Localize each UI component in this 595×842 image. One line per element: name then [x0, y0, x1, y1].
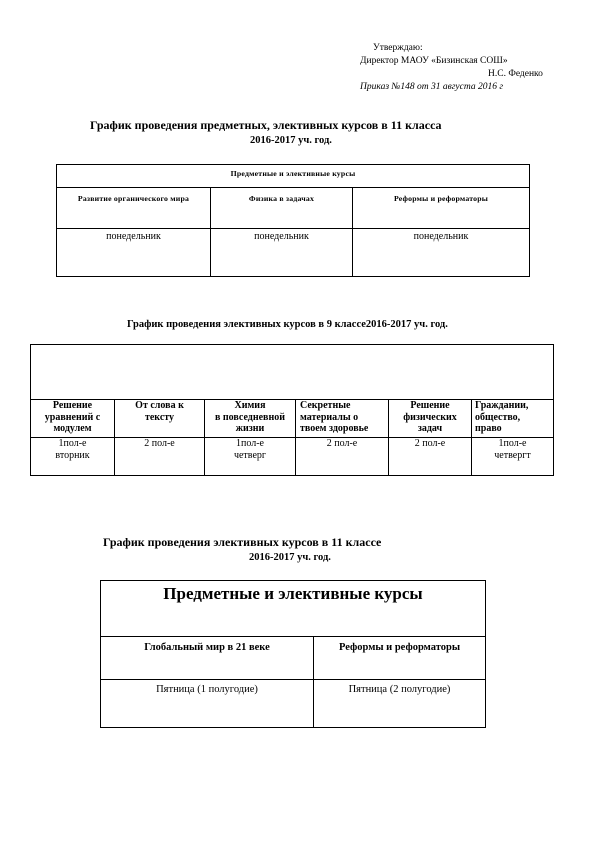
section2-schedule-5: 2 пол-е: [389, 438, 472, 476]
approval-name: Н.С. Феденко: [488, 69, 543, 79]
section1-table-header: Предметные и элективные курсы: [57, 165, 530, 188]
section1-course-3: Реформы и реформаторы: [353, 188, 530, 229]
section2-course-2: От слова к тексту: [115, 400, 205, 438]
section2-schedule-2: 2 пол-е: [115, 438, 205, 476]
section2-course-4: Секретные материалы о твоем здоровье: [296, 400, 389, 438]
section3-title: График проведения элективных курсов в 11 классе: [103, 535, 382, 549]
section1-day-1: понедельник: [57, 229, 211, 277]
section2-table: [30, 344, 554, 476]
section2-schedule-6: 1пол-е четвергт: [472, 438, 554, 476]
approval-director: Директор МАОУ «Бизинская СОШ»: [360, 56, 508, 66]
section2-course-5: Решение физических задач: [389, 400, 472, 438]
section2-title: График проведения элективных курсов в 9 классе2016-2017 уч. год.: [127, 319, 448, 330]
section3-year: 2016-2017 уч. год.: [249, 552, 331, 563]
section2-course-1: Решение уравнений с модулем: [31, 400, 115, 438]
section1-title: График проведения предметных, элективных курсов в 11 класса: [90, 118, 442, 132]
section3-table-header: Предметные и элективные курсы: [101, 581, 486, 637]
approval-label: Утверждаю:: [373, 43, 423, 53]
approval-block: [360, 42, 570, 94]
section1-day-2: понедельник: [211, 229, 353, 277]
section1-course-1: Развитие органического мира: [57, 188, 211, 229]
section2-table-header-empty: [31, 345, 554, 400]
section1-table: [56, 164, 530, 277]
section3-course-1: Глобальный мир в 21 веке: [101, 637, 314, 680]
section2-course-3: Химия в повседневной жизни: [205, 400, 296, 438]
section3-schedule-1: Пятница (1 полугодие): [101, 680, 314, 728]
section3-course-2: Реформы и реформаторы: [314, 637, 486, 680]
section1-course-2: Физика в задачах: [211, 188, 353, 229]
section1-year: 2016-2017 уч. год.: [250, 135, 332, 146]
section2-schedule-1: 1пол-е вторник: [31, 438, 115, 476]
section1-day-3: понедельник: [353, 229, 530, 277]
section3-table: [100, 580, 486, 728]
section2-schedule-3: 1пол-е четверг: [205, 438, 296, 476]
approval-order: Приказ №148 от 31 августа 2016 г: [360, 82, 504, 92]
section3-schedule-2: Пятница (2 полугодие): [314, 680, 486, 728]
section2-schedule-4: 2 пол-е: [296, 438, 389, 476]
section2-course-6: Граждании, общество, право: [472, 400, 554, 438]
